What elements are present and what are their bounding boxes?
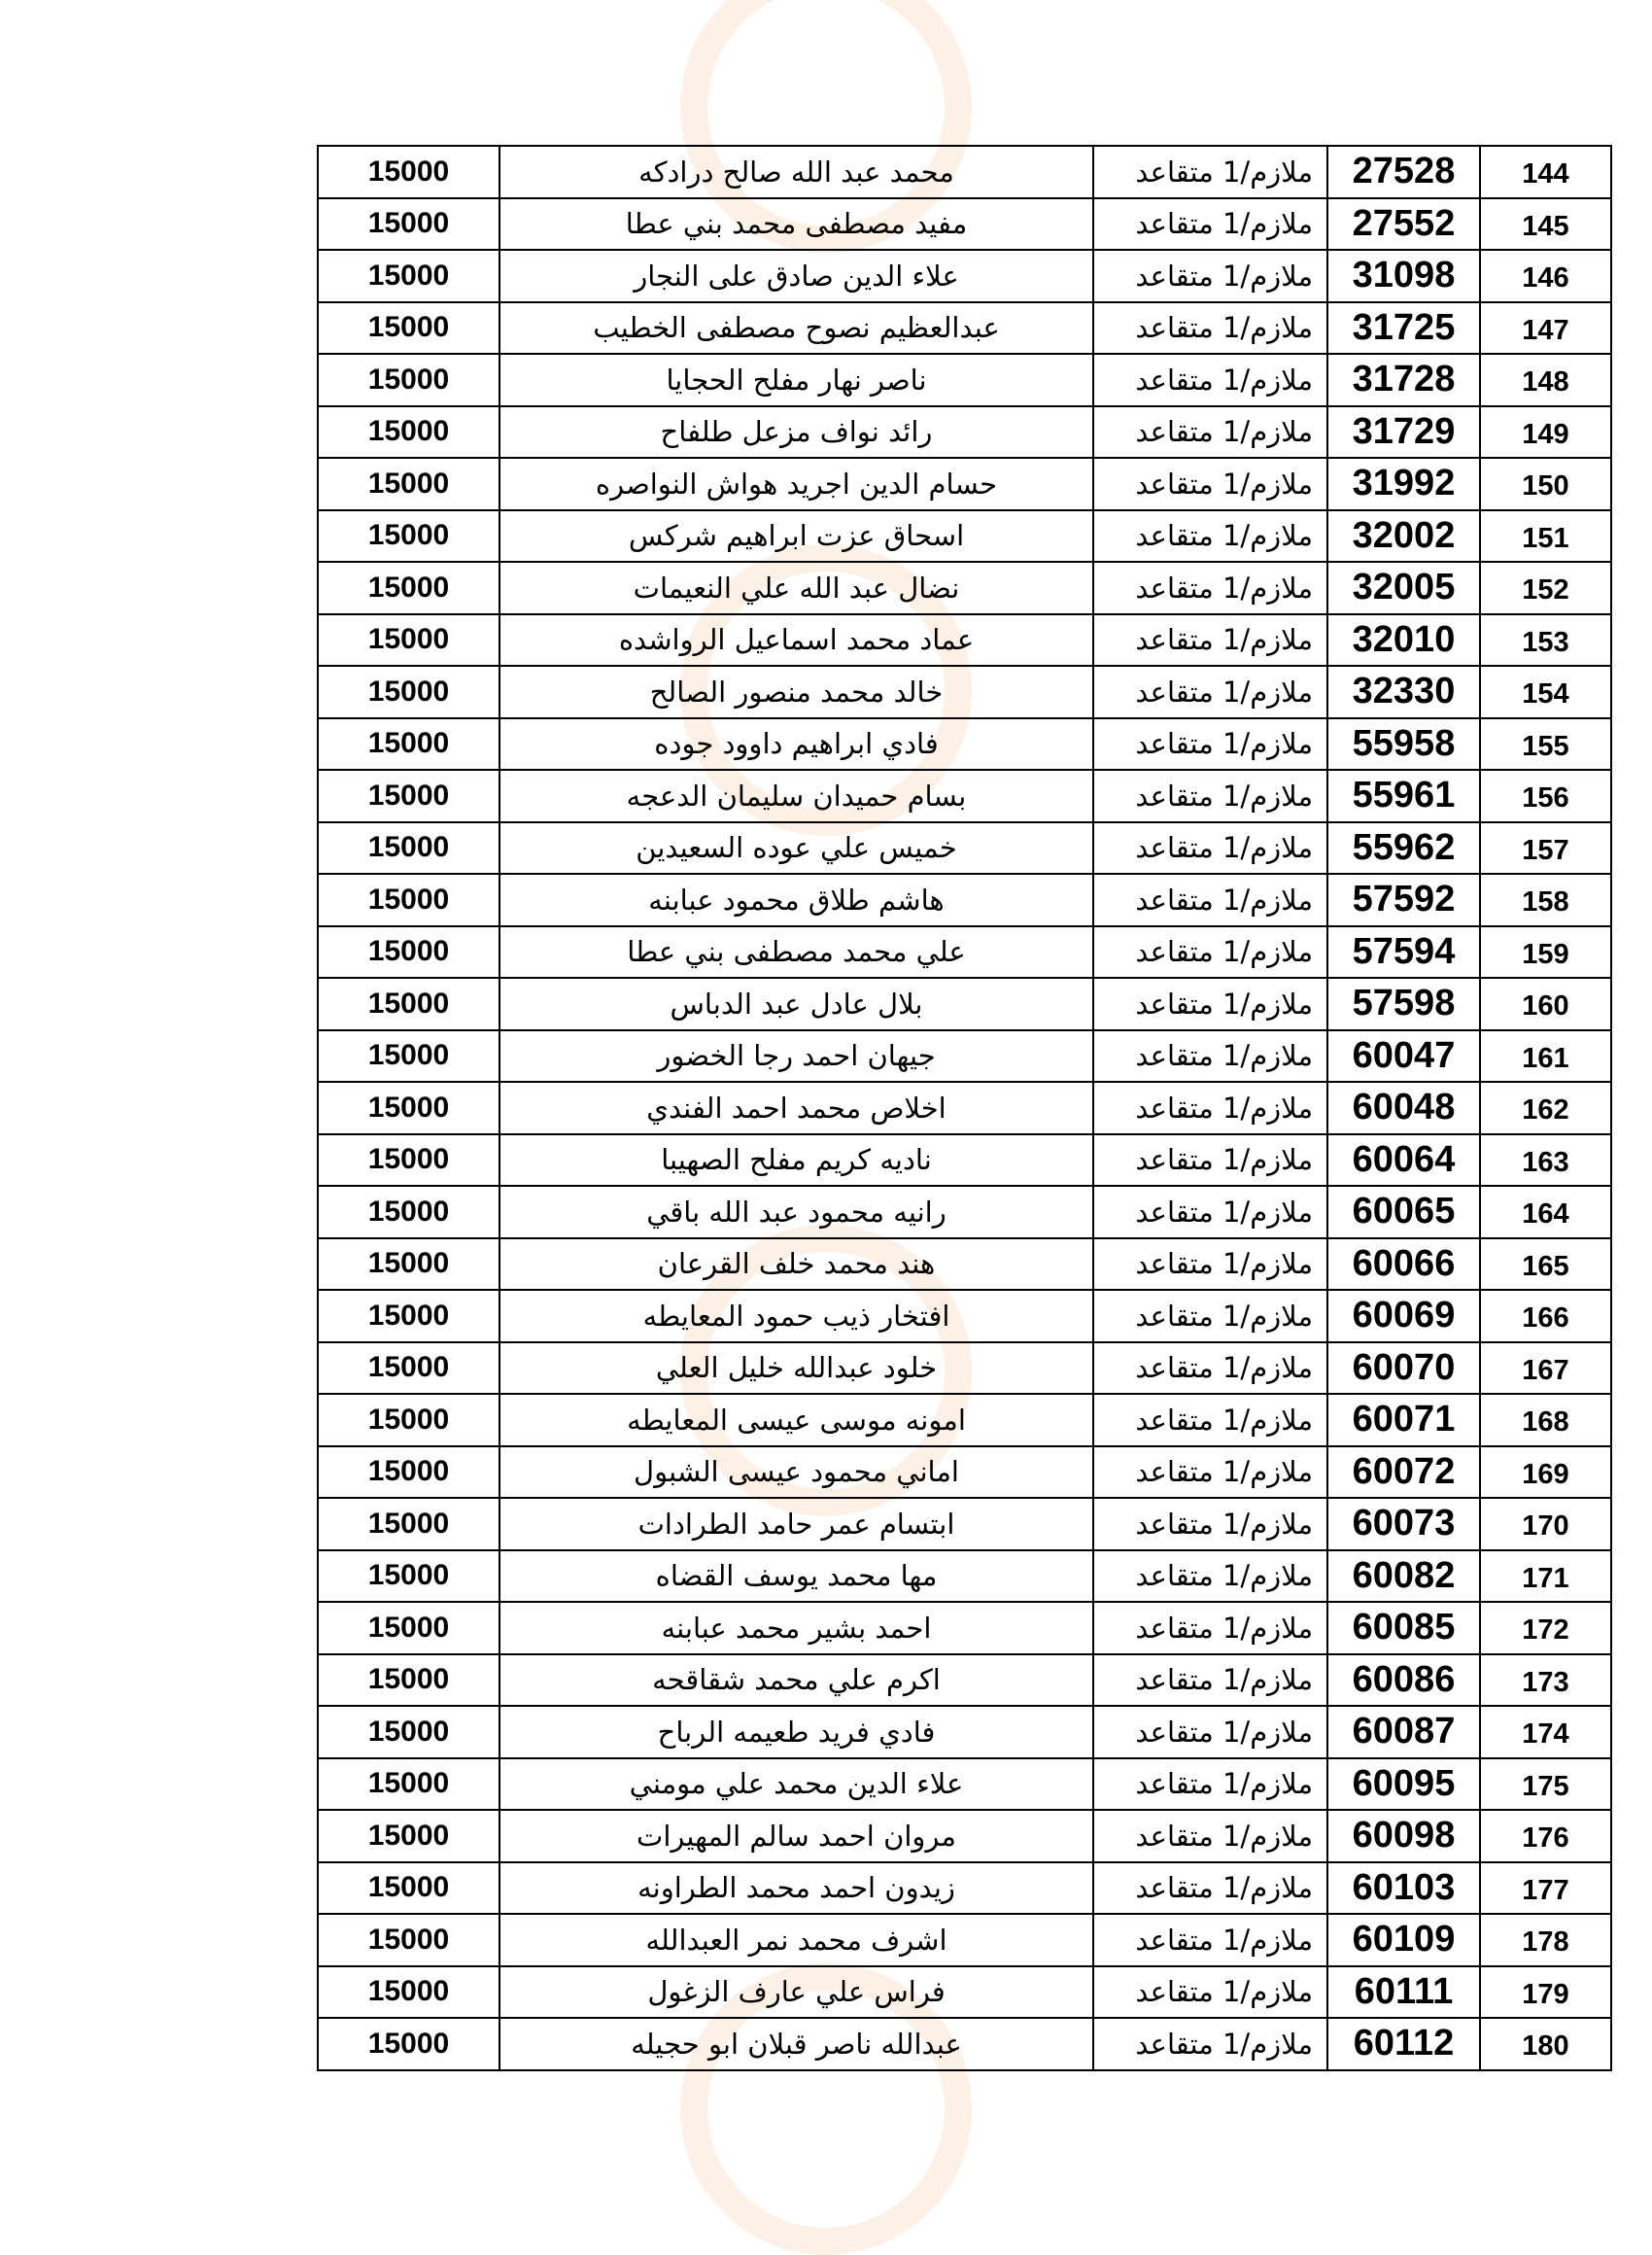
rank-cell: ملازم/1 متقاعد	[1093, 1810, 1327, 1862]
rank-cell: ملازم/1 متقاعد	[1093, 1498, 1327, 1550]
rank-cell: ملازم/1 متقاعد	[1093, 1966, 1327, 2019]
amount-cell: 15000	[318, 666, 499, 718]
name-cell: جيهان احمد رجا الخضور	[499, 1030, 1093, 1083]
row-index-cell: 151	[1480, 510, 1611, 563]
military-number-cell: 27528	[1327, 146, 1480, 198]
amount-cell: 15000	[318, 926, 499, 979]
table-row	[318, 1550, 1611, 1603]
name-cell: مفيد مصطفى محمد بني عطا	[499, 198, 1093, 251]
amount-cell: 15000	[318, 978, 499, 1030]
name-cell: عبدالعظيم نصوح مصطفى الخطيب	[499, 302, 1093, 355]
rank-cell: ملازم/1 متقاعد	[1093, 822, 1327, 875]
row-index-cell: 165	[1480, 1238, 1611, 1291]
amount-cell: 15000	[318, 1654, 499, 1707]
military-number-cell: 31098	[1327, 250, 1480, 302]
military-number-cell: 31725	[1327, 302, 1480, 355]
military-number-cell: 60065	[1327, 1186, 1480, 1238]
name-cell: افتخار ذيب حمود المعايطه	[499, 1290, 1093, 1342]
row-index-cell: 162	[1480, 1082, 1611, 1134]
rank-cell: ملازم/1 متقاعد	[1093, 1758, 1327, 1811]
military-number-cell: 60071	[1327, 1394, 1480, 1446]
row-index-cell: 144	[1480, 146, 1611, 198]
table-row	[318, 614, 1611, 667]
military-number-cell: 60069	[1327, 1290, 1480, 1342]
rank-cell: ملازم/1 متقاعد	[1093, 1862, 1327, 1915]
row-index-cell: 154	[1480, 666, 1611, 718]
name-cell: حسام الدين اجريد هواش النواصره	[499, 458, 1093, 510]
rank-cell: ملازم/1 متقاعد	[1093, 354, 1327, 406]
name-cell: اخلاص محمد احمد الفندي	[499, 1082, 1093, 1134]
row-index-cell: 172	[1480, 1602, 1611, 1654]
rank-cell: ملازم/1 متقاعد	[1093, 510, 1327, 563]
name-cell: هاشم طلاق محمود عبابنه	[499, 874, 1093, 926]
rank-cell: ملازم/1 متقاعد	[1093, 874, 1327, 926]
name-cell: ابتسام عمر حامد الطرادات	[499, 1498, 1093, 1550]
amount-cell: 15000	[318, 562, 499, 614]
rank-cell: ملازم/1 متقاعد	[1093, 1186, 1327, 1238]
rank-cell: ملازم/1 متقاعد	[1093, 198, 1327, 251]
amount-cell: 15000	[318, 1810, 499, 1862]
table-row	[318, 1966, 1611, 2019]
table-row	[318, 1654, 1611, 1707]
rank-cell: ملازم/1 متقاعد	[1093, 1290, 1327, 1342]
rank-cell: ملازم/1 متقاعد	[1093, 1030, 1327, 1083]
amount-cell: 15000	[318, 1082, 499, 1134]
military-number-cell: 60112	[1327, 2018, 1480, 2070]
row-index-cell: 171	[1480, 1550, 1611, 1603]
amount-cell: 15000	[318, 718, 499, 771]
rank-cell: ملازم/1 متقاعد	[1093, 458, 1327, 510]
amount-cell: 15000	[318, 1914, 499, 1966]
rank-cell: ملازم/1 متقاعد	[1093, 146, 1327, 198]
military-number-cell: 60103	[1327, 1862, 1480, 1915]
amount-cell: 15000	[318, 1290, 499, 1342]
military-number-cell: 55958	[1327, 718, 1480, 771]
row-index-cell: 145	[1480, 198, 1611, 251]
row-index-cell: 157	[1480, 822, 1611, 875]
amount-cell: 15000	[318, 1706, 499, 1758]
table-row	[318, 1238, 1611, 1291]
row-index-cell: 178	[1480, 1914, 1611, 1966]
rank-cell: ملازم/1 متقاعد	[1093, 1238, 1327, 1291]
military-number-cell: 57592	[1327, 874, 1480, 926]
table-row	[318, 978, 1611, 1030]
name-cell: بسام حميدان سليمان الدعجه	[499, 770, 1093, 822]
military-number-cell: 60066	[1327, 1238, 1480, 1291]
row-index-cell: 148	[1480, 354, 1611, 406]
row-index-cell: 158	[1480, 874, 1611, 926]
military-number-cell: 57598	[1327, 978, 1480, 1030]
amount-cell: 15000	[318, 1134, 499, 1187]
rank-cell: ملازم/1 متقاعد	[1093, 1550, 1327, 1603]
name-cell: فادي فريد طعيمه الرباح	[499, 1706, 1093, 1758]
name-cell: ناصر نهار مفلح الحجايا	[499, 354, 1093, 406]
military-number-cell: 60086	[1327, 1654, 1480, 1707]
rank-cell: ملازم/1 متقاعد	[1093, 666, 1327, 718]
rank-cell: ملازم/1 متقاعد	[1093, 1654, 1327, 1707]
row-index-cell: 175	[1480, 1758, 1611, 1811]
payments-table	[317, 145, 1612, 2071]
name-cell: رائد نواف مزعل طلفاح	[499, 406, 1093, 459]
table-row	[318, 1082, 1611, 1134]
table-row	[318, 1602, 1611, 1654]
name-cell: ناديه كريم مفلح الصهيبا	[499, 1134, 1093, 1187]
military-number-cell: 32005	[1327, 562, 1480, 614]
name-cell: خلود عبدالله خليل العلي	[499, 1342, 1093, 1395]
name-cell: امونه موسى عيسى المعايطه	[499, 1394, 1093, 1446]
row-index-cell: 179	[1480, 1966, 1611, 2019]
amount-cell: 15000	[318, 1394, 499, 1446]
name-cell: اشرف محمد نمر العبدالله	[499, 1914, 1093, 1966]
military-number-cell: 31728	[1327, 354, 1480, 406]
name-cell: اماني محمود عيسى الشبول	[499, 1446, 1093, 1499]
row-index-cell: 146	[1480, 250, 1611, 302]
row-index-cell: 156	[1480, 770, 1611, 822]
rank-cell: ملازم/1 متقاعد	[1093, 1394, 1327, 1446]
row-index-cell: 160	[1480, 978, 1611, 1030]
table-row	[318, 146, 1611, 198]
table-row	[318, 874, 1611, 926]
table-row	[318, 822, 1611, 875]
row-index-cell: 163	[1480, 1134, 1611, 1187]
amount-cell: 15000	[318, 822, 499, 875]
amount-cell: 15000	[318, 1030, 499, 1083]
military-number-cell: 60064	[1327, 1134, 1480, 1187]
table-row	[318, 250, 1611, 302]
name-cell: فادي ابراهيم داوود جوده	[499, 718, 1093, 771]
table-row	[318, 1134, 1611, 1187]
amount-cell: 15000	[318, 2018, 499, 2070]
table-row	[318, 926, 1611, 979]
table-row	[318, 510, 1611, 563]
row-index-cell: 155	[1480, 718, 1611, 771]
rank-cell: ملازم/1 متقاعد	[1093, 926, 1327, 979]
name-cell: محمد عبد الله صالح درادكه	[499, 146, 1093, 198]
amount-cell: 15000	[318, 1758, 499, 1811]
row-index-cell: 161	[1480, 1030, 1611, 1083]
table-row	[318, 1446, 1611, 1499]
rank-cell: ملازم/1 متقاعد	[1093, 1342, 1327, 1395]
military-number-cell: 57594	[1327, 926, 1480, 979]
table-row	[318, 1290, 1611, 1342]
military-number-cell: 60109	[1327, 1914, 1480, 1966]
table-row	[318, 406, 1611, 459]
name-cell: مروان احمد سالم المهيرات	[499, 1810, 1093, 1862]
military-number-cell: 55962	[1327, 822, 1480, 875]
amount-cell: 15000	[318, 614, 499, 667]
military-number-cell: 60048	[1327, 1082, 1480, 1134]
rank-cell: ملازم/1 متقاعد	[1093, 770, 1327, 822]
table-row	[318, 1706, 1611, 1758]
amount-cell: 15000	[318, 1186, 499, 1238]
military-number-cell: 31992	[1327, 458, 1480, 510]
name-cell: مها محمد يوسف القضاه	[499, 1550, 1093, 1603]
rank-cell: ملازم/1 متقاعد	[1093, 1082, 1327, 1134]
row-index-cell: 167	[1480, 1342, 1611, 1395]
rank-cell: ملازم/1 متقاعد	[1093, 614, 1327, 667]
amount-cell: 15000	[318, 770, 499, 822]
name-cell: خالد محمد منصور الصالح	[499, 666, 1093, 718]
amount-cell: 15000	[318, 1862, 499, 1915]
table-row	[318, 562, 1611, 614]
military-number-cell: 60070	[1327, 1342, 1480, 1395]
row-index-cell: 153	[1480, 614, 1611, 667]
table-row	[318, 1758, 1611, 1811]
name-cell: رانيه محمود عبد الله باقي	[499, 1186, 1093, 1238]
table-row	[318, 302, 1611, 355]
amount-cell: 15000	[318, 1446, 499, 1499]
table-row	[318, 2018, 1611, 2070]
military-number-cell: 27552	[1327, 198, 1480, 251]
rank-cell: ملازم/1 متقاعد	[1093, 1706, 1327, 1758]
rank-cell: ملازم/1 متقاعد	[1093, 1914, 1327, 1966]
name-cell: علاء الدين محمد علي مومني	[499, 1758, 1093, 1811]
row-index-cell: 147	[1480, 302, 1611, 355]
amount-cell: 15000	[318, 146, 499, 198]
row-index-cell: 174	[1480, 1706, 1611, 1758]
military-number-cell: 60087	[1327, 1706, 1480, 1758]
table-row	[318, 1810, 1611, 1862]
amount-cell: 15000	[318, 458, 499, 510]
row-index-cell: 150	[1480, 458, 1611, 510]
military-number-cell: 60073	[1327, 1498, 1480, 1550]
table-row	[318, 354, 1611, 406]
amount-cell: 15000	[318, 874, 499, 926]
amount-cell: 15000	[318, 1550, 499, 1603]
amount-cell: 15000	[318, 1238, 499, 1291]
rank-cell: ملازم/1 متقاعد	[1093, 1446, 1327, 1499]
table-row	[318, 198, 1611, 251]
military-number-cell: 60047	[1327, 1030, 1480, 1083]
name-cell: بلال عادل عبد الدباس	[499, 978, 1093, 1030]
military-number-cell: 60098	[1327, 1810, 1480, 1862]
table-row	[318, 1862, 1611, 1915]
amount-cell: 15000	[318, 354, 499, 406]
row-index-cell: 152	[1480, 562, 1611, 614]
table-row	[318, 666, 1611, 718]
row-index-cell: 159	[1480, 926, 1611, 979]
rank-cell: ملازم/1 متقاعد	[1093, 302, 1327, 355]
name-cell: عبدالله ناصر قبلان ابو حجيله	[499, 2018, 1093, 2070]
military-number-cell: 60111	[1327, 1966, 1480, 2019]
row-index-cell: 177	[1480, 1862, 1611, 1915]
table-row	[318, 1186, 1611, 1238]
rank-cell: ملازم/1 متقاعد	[1093, 718, 1327, 771]
amount-cell: 15000	[318, 198, 499, 251]
rank-cell: ملازم/1 متقاعد	[1093, 250, 1327, 302]
rank-cell: ملازم/1 متقاعد	[1093, 2018, 1327, 2070]
rank-cell: ملازم/1 متقاعد	[1093, 978, 1327, 1030]
military-number-cell: 32330	[1327, 666, 1480, 718]
name-cell: اكرم علي محمد شقاقحه	[499, 1654, 1093, 1707]
name-cell: علي محمد مصطفى بني عطا	[499, 926, 1093, 979]
table-row	[318, 718, 1611, 771]
rank-cell: ملازم/1 متقاعد	[1093, 562, 1327, 614]
row-index-cell: 166	[1480, 1290, 1611, 1342]
military-number-cell: 32002	[1327, 510, 1480, 563]
name-cell: علاء الدين صادق على النجار	[499, 250, 1093, 302]
amount-cell: 15000	[318, 1602, 499, 1654]
amount-cell: 15000	[318, 1498, 499, 1550]
row-index-cell: 176	[1480, 1810, 1611, 1862]
military-number-cell: 55961	[1327, 770, 1480, 822]
row-index-cell: 168	[1480, 1394, 1611, 1446]
amount-cell: 15000	[318, 1342, 499, 1395]
rank-cell: ملازم/1 متقاعد	[1093, 1134, 1327, 1187]
name-cell: خميس علي عوده السعيدين	[499, 822, 1093, 875]
table-row	[318, 1030, 1611, 1083]
rank-cell: ملازم/1 متقاعد	[1093, 406, 1327, 459]
military-number-cell: 60085	[1327, 1602, 1480, 1654]
rank-cell: ملازم/1 متقاعد	[1093, 1602, 1327, 1654]
row-index-cell: 180	[1480, 2018, 1611, 2070]
military-number-cell: 60095	[1327, 1758, 1480, 1811]
row-index-cell: 170	[1480, 1498, 1611, 1550]
table-row	[318, 1394, 1611, 1446]
name-cell: احمد بشير محمد عبابنه	[499, 1602, 1093, 1654]
military-number-cell: 32010	[1327, 614, 1480, 667]
amount-cell: 15000	[318, 1966, 499, 2019]
name-cell: عماد محمد اسماعيل الرواشده	[499, 614, 1093, 667]
row-index-cell: 149	[1480, 406, 1611, 459]
military-number-cell: 60072	[1327, 1446, 1480, 1499]
name-cell: هند محمد خلف القرعان	[499, 1238, 1093, 1291]
military-number-cell: 60082	[1327, 1550, 1480, 1603]
row-index-cell: 169	[1480, 1446, 1611, 1499]
amount-cell: 15000	[318, 510, 499, 563]
name-cell: اسحاق عزت ابراهيم شركس	[499, 510, 1093, 563]
name-cell: زيدون احمد محمد الطراونه	[499, 1862, 1093, 1915]
amount-cell: 15000	[318, 302, 499, 355]
row-index-cell: 164	[1480, 1186, 1611, 1238]
amount-cell: 15000	[318, 406, 499, 459]
name-cell: نضال عبد الله علي النعيمات	[499, 562, 1093, 614]
table-row	[318, 1914, 1611, 1966]
table-row	[318, 1498, 1611, 1550]
table-row	[318, 770, 1611, 822]
name-cell: فراس علي عارف الزغول	[499, 1966, 1093, 2019]
table-row	[318, 458, 1611, 510]
military-number-cell: 31729	[1327, 406, 1480, 459]
row-index-cell: 173	[1480, 1654, 1611, 1707]
table-row	[318, 1342, 1611, 1395]
amount-cell: 15000	[318, 250, 499, 302]
